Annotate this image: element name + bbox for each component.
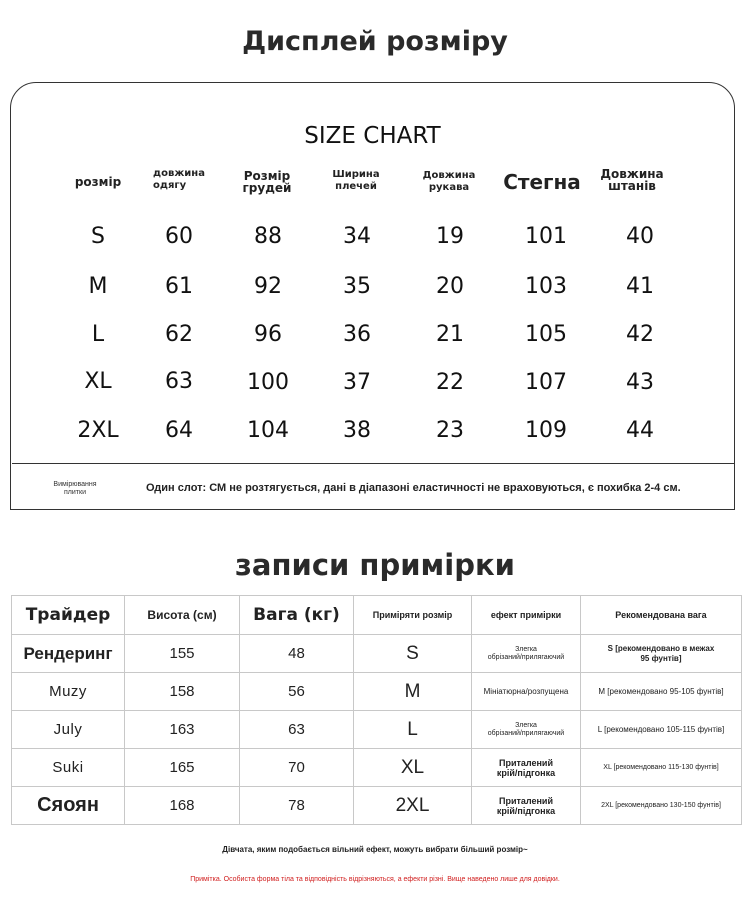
fitting-table: [11, 595, 742, 825]
tried-size: M: [354, 673, 472, 711]
recommended-weight: XL [рекомендовано 115-130 фунтів]: [581, 749, 742, 787]
header-garment-length: довжина одягу: [153, 168, 205, 191]
tester-weight: 56: [240, 673, 354, 711]
header-size: розмір: [74, 175, 122, 189]
fit-effect: Приталений крій/підгонка: [472, 787, 581, 825]
measurement-note: Один слот: СМ не розтягується, дані в діапазоні еластичності не враховуються, є похибка 2-4 см.: [146, 482, 681, 494]
cell-hips: 105: [525, 322, 567, 347]
header-sleeve: Довжина рукава: [422, 170, 476, 193]
size-display-title: Дисплей розміру: [242, 26, 508, 57]
cell-sleeve: 19: [436, 224, 464, 249]
cell-length: 61: [165, 274, 193, 299]
header-chest: Розмір грудей: [242, 169, 292, 195]
tester-height: 165: [125, 749, 240, 787]
fit-effect: Злегка обрізаний/прилягаючий: [472, 711, 581, 749]
header-weight: Вага (кг): [240, 596, 354, 635]
cell-size: M: [88, 274, 108, 299]
table-header-row: [12, 596, 742, 635]
cell-chest: 104: [247, 418, 289, 443]
cell-size: L: [91, 322, 105, 347]
tester-name: Рендеринг: [12, 635, 125, 673]
header-pants-length: Довжина штанів: [600, 167, 664, 193]
recommended-weight: S [рекомендовано в межах 95 фунтів]: [581, 635, 742, 673]
cell-length: 64: [165, 418, 193, 443]
table-row: [12, 711, 742, 749]
cell-chest: 100: [247, 370, 289, 395]
tried-size: S: [354, 635, 472, 673]
header-tried-size: Приміряти розмір: [354, 596, 472, 635]
table-row: [12, 635, 742, 673]
fit-effect: Приталений крій/підгонка: [472, 749, 581, 787]
cell-shoulder: 35: [343, 274, 371, 299]
size-chart-divider: [12, 463, 734, 464]
cell-hips: 101: [525, 224, 567, 249]
table-row: [12, 787, 742, 825]
header-tester: Трайдер: [12, 596, 125, 635]
cell-length: 60: [165, 224, 193, 249]
fitting-records-title: записи примірки: [235, 548, 515, 582]
tester-name: Suki: [12, 749, 125, 787]
cell-sleeve: 23: [436, 418, 464, 443]
cell-pants: 41: [626, 274, 654, 299]
cell-hips: 109: [525, 418, 567, 443]
cell-length: 62: [165, 322, 193, 347]
tester-name: Muzy: [12, 673, 125, 711]
cell-sleeve: 21: [436, 322, 464, 347]
tester-height: 163: [125, 711, 240, 749]
fit-effect: Мініатюрна/розпущена: [472, 673, 581, 711]
cell-pants: 43: [626, 370, 654, 395]
size-chart-heading: SIZE CHART: [304, 123, 441, 149]
cell-pants: 40: [626, 224, 654, 249]
cell-shoulder: 34: [343, 224, 371, 249]
tester-weight: 70: [240, 749, 354, 787]
cell-hips: 107: [525, 370, 567, 395]
header-recommended-weight: Рекомендована вага: [581, 596, 742, 635]
cell-size: S: [91, 224, 105, 249]
cell-chest: 92: [254, 274, 282, 299]
tester-weight: 78: [240, 787, 354, 825]
tester-height: 155: [125, 635, 240, 673]
cell-chest: 88: [254, 224, 282, 249]
recommended-weight: M [рекомендовано 95-105 фунтів]: [581, 673, 742, 711]
cell-shoulder: 36: [343, 322, 371, 347]
tester-height: 168: [125, 787, 240, 825]
header-shoulder: Ширина плечей: [332, 169, 380, 192]
table-row: [12, 749, 742, 787]
cell-pants: 42: [626, 322, 654, 347]
tester-weight: 48: [240, 635, 354, 673]
header-height: Висота (см): [125, 596, 240, 635]
table-row: [12, 673, 742, 711]
tester-weight: 63: [240, 711, 354, 749]
loose-fit-note: Дівчата, яким подобається вільний ефект, можуть вибрати більший розмір~: [222, 845, 528, 854]
cell-shoulder: 38: [343, 418, 371, 443]
tried-size: 2XL: [354, 787, 472, 825]
recommended-weight: 2XL [рекомендовано 130-150 фунтів]: [581, 787, 742, 825]
cell-chest: 96: [254, 322, 282, 347]
cell-shoulder: 37: [343, 370, 371, 395]
cell-sleeve: 20: [436, 274, 464, 299]
tester-height: 158: [125, 673, 240, 711]
cell-sleeve: 22: [436, 370, 464, 395]
cell-length: 63: [165, 369, 193, 394]
tester-name: Сяоян: [12, 787, 125, 825]
recommended-weight: L [рекомендовано 105-115 фунтів]: [581, 711, 742, 749]
tried-size: XL: [354, 749, 472, 787]
header-hips: Стегна: [503, 170, 581, 194]
tester-name: July: [12, 711, 125, 749]
fit-effect: Злегка обрізаний/прилягаючий: [472, 635, 581, 673]
cell-size: XL: [84, 369, 112, 394]
cell-size: 2XL: [77, 418, 119, 443]
disclaimer-note: Примітка. Особиста форма тіла та відповідність відрізняються, а ефекти різні. Вище наведено лише для довідки.: [190, 876, 560, 883]
cell-hips: 103: [525, 274, 567, 299]
header-fit-effect: ефект примірки: [472, 596, 581, 635]
tried-size: L: [354, 711, 472, 749]
cell-pants: 44: [626, 418, 654, 443]
measure-label: Вимірювання плитки: [53, 481, 97, 496]
